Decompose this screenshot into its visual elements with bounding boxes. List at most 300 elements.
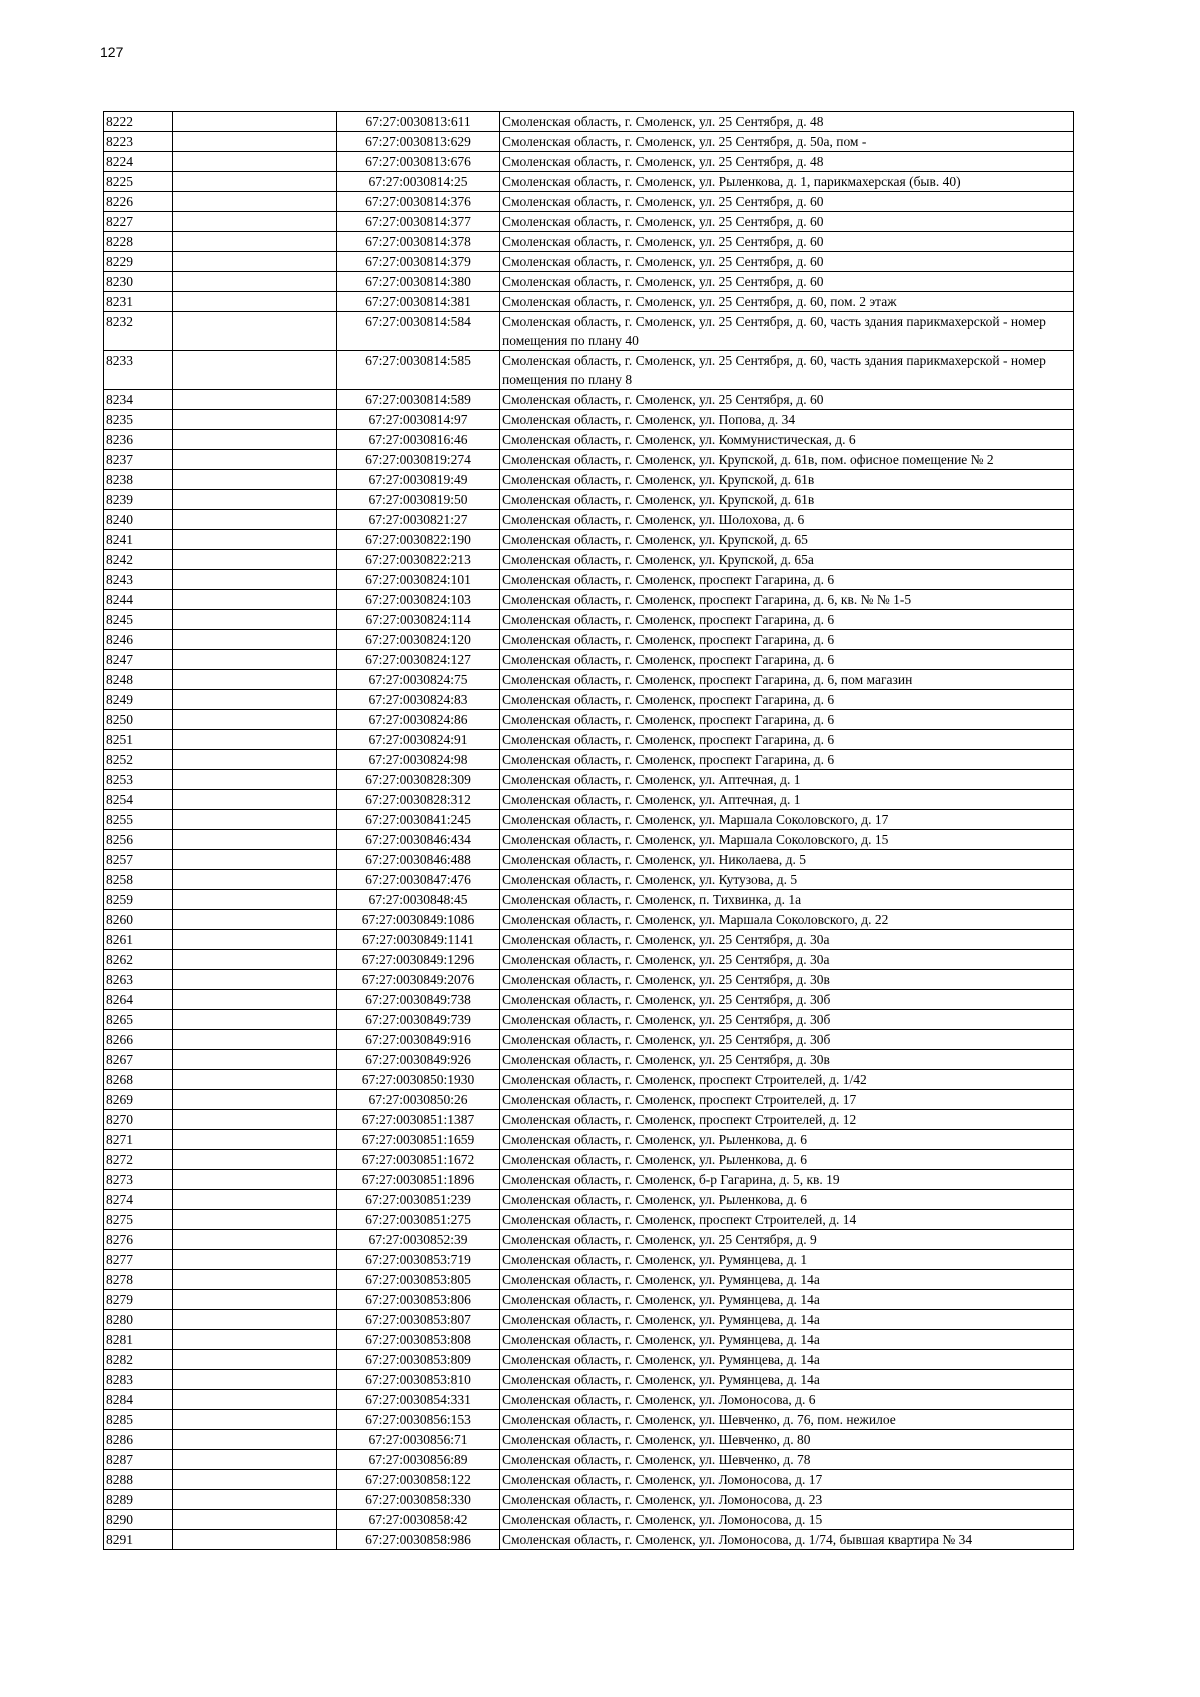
cadastral-number-cell: 67:27:0030853:806 — [337, 1290, 500, 1310]
empty-cell — [173, 810, 337, 830]
table-row — [104, 930, 1074, 950]
cadastral-number-cell: 67:27:0030851:275 — [337, 1210, 500, 1230]
table-row — [104, 1470, 1074, 1490]
table-row — [104, 1210, 1074, 1230]
empty-cell — [173, 550, 337, 570]
table-row — [104, 212, 1074, 232]
empty-cell — [173, 1350, 337, 1370]
table-row — [104, 710, 1074, 730]
address-cell: Смоленская область, г. Смоленск, ул. 25 Сентября, д. 30а — [500, 930, 1074, 950]
address-cell: Смоленская область, г. Смоленск, ул. Румянцева, д. 14а — [500, 1290, 1074, 1310]
table-row — [104, 810, 1074, 830]
table-row — [104, 910, 1074, 930]
cadastral-number-cell: 67:27:0030824:101 — [337, 570, 500, 590]
table-row — [104, 510, 1074, 530]
cadastral-number-cell: 67:27:0030853:807 — [337, 1310, 500, 1330]
address-cell: Смоленская область, г. Смоленск, ул. 25 Сентября, д. 30а — [500, 950, 1074, 970]
table-row — [104, 690, 1074, 710]
table-row — [104, 550, 1074, 570]
empty-cell — [173, 172, 337, 192]
table-row — [104, 1310, 1074, 1330]
address-cell: Смоленская область, г. Смоленск, проспект Строителей, д. 17 — [500, 1090, 1074, 1110]
row-number-cell: 8247 — [104, 650, 173, 670]
cadastral-number-cell: 67:27:0030814:584 — [337, 312, 500, 351]
table-row — [104, 430, 1074, 450]
empty-cell — [173, 650, 337, 670]
table-row — [104, 890, 1074, 910]
address-cell: Смоленская область, г. Смоленск, ул. Ломоносова, д. 1/74, бывшая квартира № 34 — [500, 1530, 1074, 1550]
empty-cell — [173, 570, 337, 590]
table-row — [104, 1250, 1074, 1270]
cadastral-number-cell: 67:27:0030846:434 — [337, 830, 500, 850]
address-cell: Смоленская область, г. Смоленск, ул. 25 Сентября, д. 9 — [500, 1230, 1074, 1250]
cadastral-number-cell: 67:27:0030813:629 — [337, 132, 500, 152]
row-number-cell: 8254 — [104, 790, 173, 810]
row-number-cell: 8266 — [104, 1030, 173, 1050]
address-cell: Смоленская область, г. Смоленск, ул. Крупской, д. 61в, пом. офисное помещение № 2 — [500, 450, 1074, 470]
row-number-cell: 8233 — [104, 351, 173, 390]
address-cell: Смоленская область, г. Смоленск, ул. Шолохова, д. 6 — [500, 510, 1074, 530]
row-number-cell: 8234 — [104, 390, 173, 410]
empty-cell — [173, 192, 337, 212]
table-row — [104, 1430, 1074, 1450]
address-cell: Смоленская область, г. Смоленск, ул. Румянцева, д. 1 — [500, 1250, 1074, 1270]
empty-cell — [173, 450, 337, 470]
table-row — [104, 252, 1074, 272]
empty-cell — [173, 132, 337, 152]
cadastral-number-cell: 67:27:0030848:45 — [337, 890, 500, 910]
cadastral-number-cell: 67:27:0030822:190 — [337, 530, 500, 550]
empty-cell — [173, 390, 337, 410]
table-body — [104, 112, 1074, 1550]
row-number-cell: 8286 — [104, 1430, 173, 1450]
row-number-cell: 8248 — [104, 670, 173, 690]
row-number-cell: 8276 — [104, 1230, 173, 1250]
address-cell: Смоленская область, г. Смоленск, ул. 25 Сентября, д. 60, пом. 2 этаж — [500, 292, 1074, 312]
cadastral-number-cell: 67:27:0030849:2076 — [337, 970, 500, 990]
address-cell: Смоленская область, г. Смоленск, ул. Крупской, д. 61в — [500, 470, 1074, 490]
empty-cell — [173, 1330, 337, 1350]
table-row — [104, 950, 1074, 970]
address-cell: Смоленская область, г. Смоленск, проспект Строителей, д. 14 — [500, 1210, 1074, 1230]
address-cell: Смоленская область, г. Смоленск, ул. 25 Сентября, д. 60 — [500, 212, 1074, 232]
table-row — [104, 292, 1074, 312]
row-number-cell: 8277 — [104, 1250, 173, 1270]
table-row — [104, 750, 1074, 770]
row-number-cell: 8269 — [104, 1090, 173, 1110]
table-row — [104, 272, 1074, 292]
row-number-cell: 8250 — [104, 710, 173, 730]
cadastral-number-cell: 67:27:0030822:213 — [337, 550, 500, 570]
cadastral-number-cell: 67:27:0030814:378 — [337, 232, 500, 252]
address-cell: Смоленская область, г. Смоленск, ул. 25 Сентября, д. 30в — [500, 970, 1074, 990]
cadastral-number-cell: 67:27:0030814:25 — [337, 172, 500, 192]
row-number-cell: 8285 — [104, 1410, 173, 1430]
empty-cell — [173, 1290, 337, 1310]
empty-cell — [173, 930, 337, 950]
empty-cell — [173, 112, 337, 132]
table-row — [104, 610, 1074, 630]
row-number-cell: 8257 — [104, 850, 173, 870]
table-row — [104, 590, 1074, 610]
row-number-cell: 8232 — [104, 312, 173, 351]
row-number-cell: 8222 — [104, 112, 173, 132]
table-row — [104, 152, 1074, 172]
cadastral-number-cell: 67:27:0030854:331 — [337, 1390, 500, 1410]
address-cell: Смоленская область, г. Смоленск, ул. Рыленкова, д. 1, парикмахерская (быв. 40) — [500, 172, 1074, 192]
empty-cell — [173, 1030, 337, 1050]
table-row — [104, 770, 1074, 790]
address-cell: Смоленская область, г. Смоленск, ул. 25 Сентября, д. 48 — [500, 112, 1074, 132]
address-cell: Смоленская область, г. Смоленск, ул. 25 Сентября, д. 30в — [500, 1050, 1074, 1070]
empty-cell — [173, 1230, 337, 1250]
empty-cell — [173, 272, 337, 292]
table-row — [104, 1090, 1074, 1110]
row-number-cell: 8275 — [104, 1210, 173, 1230]
address-cell: Смоленская область, г. Смоленск, ул. Румянцева, д. 14а — [500, 1370, 1074, 1390]
cadastral-number-cell: 67:27:0030828:312 — [337, 790, 500, 810]
empty-cell — [173, 690, 337, 710]
cadastral-number-cell: 67:27:0030816:46 — [337, 430, 500, 450]
address-cell: Смоленская область, г. Смоленск, проспект Гагарина, д. 6 — [500, 730, 1074, 750]
row-number-cell: 8262 — [104, 950, 173, 970]
cadastral-number-cell: 67:27:0030814:585 — [337, 351, 500, 390]
address-cell: Смоленская область, г. Смоленск, ул. 25 Сентября, д. 60, часть здания парикмахерской - номер помещения по плану 8 — [500, 351, 1074, 390]
table-row — [104, 410, 1074, 430]
cadastral-number-cell: 67:27:0030849:1296 — [337, 950, 500, 970]
address-cell: Смоленская область, г. Смоленск, ул. Шевченко, д. 80 — [500, 1430, 1074, 1450]
row-number-cell: 8259 — [104, 890, 173, 910]
row-number-cell: 8244 — [104, 590, 173, 610]
empty-cell — [173, 1310, 337, 1330]
cadastral-number-cell: 67:27:0030856:89 — [337, 1450, 500, 1470]
empty-cell — [173, 1010, 337, 1030]
row-number-cell: 8279 — [104, 1290, 173, 1310]
row-number-cell: 8272 — [104, 1150, 173, 1170]
row-number-cell: 8265 — [104, 1010, 173, 1030]
cadastral-number-cell: 67:27:0030819:50 — [337, 490, 500, 510]
cadastral-number-cell: 67:27:0030828:309 — [337, 770, 500, 790]
address-cell: Смоленская область, г. Смоленск, ул. Ломоносова, д. 23 — [500, 1490, 1074, 1510]
address-cell: Смоленская область, г. Смоленск, ул. Ломоносова, д. 15 — [500, 1510, 1074, 1530]
row-number-cell: 8223 — [104, 132, 173, 152]
empty-cell — [173, 1530, 337, 1550]
cadastral-number-cell: 67:27:0030824:75 — [337, 670, 500, 690]
address-cell: Смоленская область, г. Смоленск, ул. 25 Сентября, д. 50а, пом - — [500, 132, 1074, 152]
cadastral-number-cell: 67:27:0030849:926 — [337, 1050, 500, 1070]
table-row — [104, 1510, 1074, 1530]
cadastral-number-cell: 67:27:0030856:71 — [337, 1430, 500, 1450]
cadastral-number-cell: 67:27:0030824:98 — [337, 750, 500, 770]
table-row — [104, 1450, 1074, 1470]
empty-cell — [173, 1070, 337, 1090]
address-cell: Смоленская область, г. Смоленск, ул. Маршала Соколовского, д. 15 — [500, 830, 1074, 850]
cadastral-number-cell: 67:27:0030853:809 — [337, 1350, 500, 1370]
table-row — [104, 390, 1074, 410]
row-number-cell: 8291 — [104, 1530, 173, 1550]
address-cell: Смоленская область, г. Смоленск, ул. 25 Сентября, д. 30б — [500, 1010, 1074, 1030]
address-cell: Смоленская область, г. Смоленск, проспект Гагарина, д. 6 — [500, 630, 1074, 650]
row-number-cell: 8252 — [104, 750, 173, 770]
table-row — [104, 790, 1074, 810]
row-number-cell: 8274 — [104, 1190, 173, 1210]
empty-cell — [173, 232, 337, 252]
cadastral-number-cell: 67:27:0030819:49 — [337, 470, 500, 490]
row-number-cell: 8236 — [104, 430, 173, 450]
table-row — [104, 1030, 1074, 1050]
cadastral-number-cell: 67:27:0030813:676 — [337, 152, 500, 172]
table-row — [104, 730, 1074, 750]
address-cell: Смоленская область, г. Смоленск, ул. Ломоносова, д. 17 — [500, 1470, 1074, 1490]
address-cell: Смоленская область, г. Смоленск, ул. 25 Сентября, д. 48 — [500, 152, 1074, 172]
table-row — [104, 312, 1074, 351]
empty-cell — [173, 1410, 337, 1430]
table-row — [104, 530, 1074, 550]
empty-cell — [173, 1430, 337, 1450]
empty-cell — [173, 212, 337, 232]
cadastral-number-cell: 67:27:0030813:611 — [337, 112, 500, 132]
table-row — [104, 670, 1074, 690]
row-number-cell: 8235 — [104, 410, 173, 430]
empty-cell — [173, 312, 337, 351]
cadastral-number-cell: 67:27:0030858:42 — [337, 1510, 500, 1530]
cadastral-number-cell: 67:27:0030814:589 — [337, 390, 500, 410]
address-cell: Смоленская область, г. Смоленск, проспект Гагарина, д. 6 — [500, 710, 1074, 730]
empty-cell — [173, 430, 337, 450]
row-number-cell: 8245 — [104, 610, 173, 630]
address-cell: Смоленская область, г. Смоленск, б-р Гагарина, д. 5, кв. 19 — [500, 1170, 1074, 1190]
table-row — [104, 630, 1074, 650]
table-row — [104, 132, 1074, 152]
empty-cell — [173, 1450, 337, 1470]
empty-cell — [173, 1250, 337, 1270]
empty-cell — [173, 1390, 337, 1410]
cadastral-number-cell: 67:27:0030852:39 — [337, 1230, 500, 1250]
cadastral-number-cell: 67:27:0030851:1387 — [337, 1110, 500, 1130]
row-number-cell: 8230 — [104, 272, 173, 292]
address-cell: Смоленская область, г. Смоленск, ул. Аптечная, д. 1 — [500, 790, 1074, 810]
row-number-cell: 8243 — [104, 570, 173, 590]
address-cell: Смоленская область, г. Смоленск, п. Тихвинка, д. 1а — [500, 890, 1074, 910]
row-number-cell: 8242 — [104, 550, 173, 570]
empty-cell — [173, 1050, 337, 1070]
address-cell: Смоленская область, г. Смоленск, ул. Шевченко, д. 76, пом. нежилое — [500, 1410, 1074, 1430]
empty-cell — [173, 590, 337, 610]
row-number-cell: 8281 — [104, 1330, 173, 1350]
row-number-cell: 8258 — [104, 870, 173, 890]
cadastral-number-cell: 67:27:0030850:26 — [337, 1090, 500, 1110]
address-cell: Смоленская область, г. Смоленск, проспект Гагарина, д. 6 — [500, 690, 1074, 710]
table-row — [104, 490, 1074, 510]
address-cell: Смоленская область, г. Смоленск, ул. Румянцева, д. 14а — [500, 1270, 1074, 1290]
row-number-cell: 8225 — [104, 172, 173, 192]
row-number-cell: 8287 — [104, 1450, 173, 1470]
row-number-cell: 8251 — [104, 730, 173, 750]
row-number-cell: 8263 — [104, 970, 173, 990]
address-cell: Смоленская область, г. Смоленск, проспект Гагарина, д. 6 — [500, 570, 1074, 590]
empty-cell — [173, 1090, 337, 1110]
row-number-cell: 8253 — [104, 770, 173, 790]
cadastral-number-cell: 67:27:0030846:488 — [337, 850, 500, 870]
table-row — [104, 970, 1074, 990]
address-cell: Смоленская область, г. Смоленск, ул. Румянцева, д. 14а — [500, 1350, 1074, 1370]
empty-cell — [173, 990, 337, 1010]
cadastral-number-cell: 67:27:0030853:810 — [337, 1370, 500, 1390]
table-row — [104, 450, 1074, 470]
empty-cell — [173, 1150, 337, 1170]
table-row — [104, 990, 1074, 1010]
empty-cell — [173, 750, 337, 770]
cadastral-number-cell: 67:27:0030847:476 — [337, 870, 500, 890]
row-number-cell: 8240 — [104, 510, 173, 530]
address-cell: Смоленская область, г. Смоленск, ул. 25 Сентября, д. 60 — [500, 390, 1074, 410]
empty-cell — [173, 1210, 337, 1230]
address-cell: Смоленская область, г. Смоленск, ул. 25 Сентября, д. 30б — [500, 1030, 1074, 1050]
table-row — [104, 650, 1074, 670]
row-number-cell: 8268 — [104, 1070, 173, 1090]
row-number-cell: 8249 — [104, 690, 173, 710]
address-cell: Смоленская область, г. Смоленск, ул. Кутузова, д. 5 — [500, 870, 1074, 890]
property-registry-table — [103, 111, 1074, 1550]
table-row — [104, 1130, 1074, 1150]
table-row — [104, 1190, 1074, 1210]
empty-cell — [173, 730, 337, 750]
address-cell: Смоленская область, г. Смоленск, ул. 25 Сентября, д. 60 — [500, 232, 1074, 252]
empty-cell — [173, 510, 337, 530]
cadastral-number-cell: 67:27:0030819:274 — [337, 450, 500, 470]
address-cell: Смоленская область, г. Смоленск, ул. Крупской, д. 65 — [500, 530, 1074, 550]
row-number-cell: 8255 — [104, 810, 173, 830]
cadastral-number-cell: 67:27:0030824:91 — [337, 730, 500, 750]
cadastral-number-cell: 67:27:0030814:379 — [337, 252, 500, 272]
empty-cell — [173, 1370, 337, 1390]
row-number-cell: 8256 — [104, 830, 173, 850]
table-row — [104, 192, 1074, 212]
page-number: 127 — [100, 44, 124, 60]
empty-cell — [173, 1190, 337, 1210]
table-row — [104, 570, 1074, 590]
cadastral-number-cell: 67:27:0030824:86 — [337, 710, 500, 730]
empty-cell — [173, 850, 337, 870]
empty-cell — [173, 530, 337, 550]
empty-cell — [173, 670, 337, 690]
address-cell: Смоленская область, г. Смоленск, ул. Ломоносова, д. 6 — [500, 1390, 1074, 1410]
empty-cell — [173, 1510, 337, 1530]
row-number-cell: 8264 — [104, 990, 173, 1010]
row-number-cell: 8260 — [104, 910, 173, 930]
row-number-cell: 8288 — [104, 1470, 173, 1490]
table-row — [104, 1010, 1074, 1030]
empty-cell — [173, 1110, 337, 1130]
empty-cell — [173, 890, 337, 910]
address-cell: Смоленская область, г. Смоленск, ул. Маршала Соколовского, д. 22 — [500, 910, 1074, 930]
cadastral-number-cell: 67:27:0030849:738 — [337, 990, 500, 1010]
empty-cell — [173, 870, 337, 890]
table-row — [104, 1070, 1074, 1090]
empty-cell — [173, 1490, 337, 1510]
row-number-cell: 8261 — [104, 930, 173, 950]
address-cell: Смоленская область, г. Смоленск, ул. Рыленкова, д. 6 — [500, 1130, 1074, 1150]
cadastral-number-cell: 67:27:0030851:1672 — [337, 1150, 500, 1170]
table-row — [104, 1150, 1074, 1170]
table-row — [104, 1490, 1074, 1510]
table-row — [104, 470, 1074, 490]
address-cell: Смоленская область, г. Смоленск, проспект Гагарина, д. 6, пом магазин — [500, 670, 1074, 690]
row-number-cell: 8231 — [104, 292, 173, 312]
row-number-cell: 8283 — [104, 1370, 173, 1390]
row-number-cell: 8228 — [104, 232, 173, 252]
row-number-cell: 8237 — [104, 450, 173, 470]
cadastral-number-cell: 67:27:0030853:808 — [337, 1330, 500, 1350]
address-cell: Смоленская область, г. Смоленск, ул. Рыленкова, д. 6 — [500, 1190, 1074, 1210]
cadastral-number-cell: 67:27:0030814:381 — [337, 292, 500, 312]
table-row — [104, 1110, 1074, 1130]
cadastral-number-cell: 67:27:0030824:83 — [337, 690, 500, 710]
table-row — [104, 1370, 1074, 1390]
cadastral-number-cell: 67:27:0030853:805 — [337, 1270, 500, 1290]
empty-cell — [173, 470, 337, 490]
address-cell: Смоленская область, г. Смоленск, ул. Крупской, д. 61в — [500, 490, 1074, 510]
cadastral-number-cell: 67:27:0030849:916 — [337, 1030, 500, 1050]
empty-cell — [173, 950, 337, 970]
cadastral-number-cell: 67:27:0030824:114 — [337, 610, 500, 630]
row-number-cell: 8238 — [104, 470, 173, 490]
cadastral-number-cell: 67:27:0030858:122 — [337, 1470, 500, 1490]
address-cell: Смоленская область, г. Смоленск, проспект Гагарина, д. 6, кв. № № 1-5 — [500, 590, 1074, 610]
row-number-cell: 8280 — [104, 1310, 173, 1330]
address-cell: Смоленская область, г. Смоленск, проспект Строителей, д. 1/42 — [500, 1070, 1074, 1090]
row-number-cell: 8241 — [104, 530, 173, 550]
cadastral-number-cell: 67:27:0030841:245 — [337, 810, 500, 830]
row-number-cell: 8267 — [104, 1050, 173, 1070]
table-row — [104, 351, 1074, 390]
row-number-cell: 8290 — [104, 1510, 173, 1530]
address-cell: Смоленская область, г. Смоленск, ул. Румянцева, д. 14а — [500, 1310, 1074, 1330]
table-row — [104, 1390, 1074, 1410]
row-number-cell: 8270 — [104, 1110, 173, 1130]
empty-cell — [173, 1270, 337, 1290]
row-number-cell: 8278 — [104, 1270, 173, 1290]
address-cell: Смоленская область, г. Смоленск, ул. Николаева, д. 5 — [500, 850, 1074, 870]
empty-cell — [173, 351, 337, 390]
address-cell: Смоленская область, г. Смоленск, ул. 25 Сентября, д. 30б — [500, 990, 1074, 1010]
cadastral-number-cell: 67:27:0030814:377 — [337, 212, 500, 232]
cadastral-number-cell: 67:27:0030824:103 — [337, 590, 500, 610]
address-cell: Смоленская область, г. Смоленск, ул. 25 Сентября, д. 60, часть здания парикмахерской - номер помещения по плану 40 — [500, 312, 1074, 351]
address-cell: Смоленская область, г. Смоленск, ул. Маршала Соколовского, д. 17 — [500, 810, 1074, 830]
cadastral-number-cell: 67:27:0030824:127 — [337, 650, 500, 670]
address-cell: Смоленская область, г. Смоленск, ул. 25 Сентября, д. 60 — [500, 192, 1074, 212]
table-row — [104, 830, 1074, 850]
table-row — [104, 870, 1074, 890]
row-number-cell: 8224 — [104, 152, 173, 172]
row-number-cell: 8246 — [104, 630, 173, 650]
empty-cell — [173, 790, 337, 810]
empty-cell — [173, 710, 337, 730]
empty-cell — [173, 1170, 337, 1190]
address-cell: Смоленская область, г. Смоленск, проспект Гагарина, д. 6 — [500, 610, 1074, 630]
row-number-cell: 8226 — [104, 192, 173, 212]
table-row — [104, 232, 1074, 252]
address-cell: Смоленская область, г. Смоленск, ул. 25 Сентября, д. 60 — [500, 252, 1074, 272]
table-row — [104, 1330, 1074, 1350]
empty-cell — [173, 1130, 337, 1150]
empty-cell — [173, 970, 337, 990]
address-cell: Смоленская область, г. Смоленск, ул. Шевченко, д. 78 — [500, 1450, 1074, 1470]
empty-cell — [173, 610, 337, 630]
empty-cell — [173, 830, 337, 850]
empty-cell — [173, 410, 337, 430]
